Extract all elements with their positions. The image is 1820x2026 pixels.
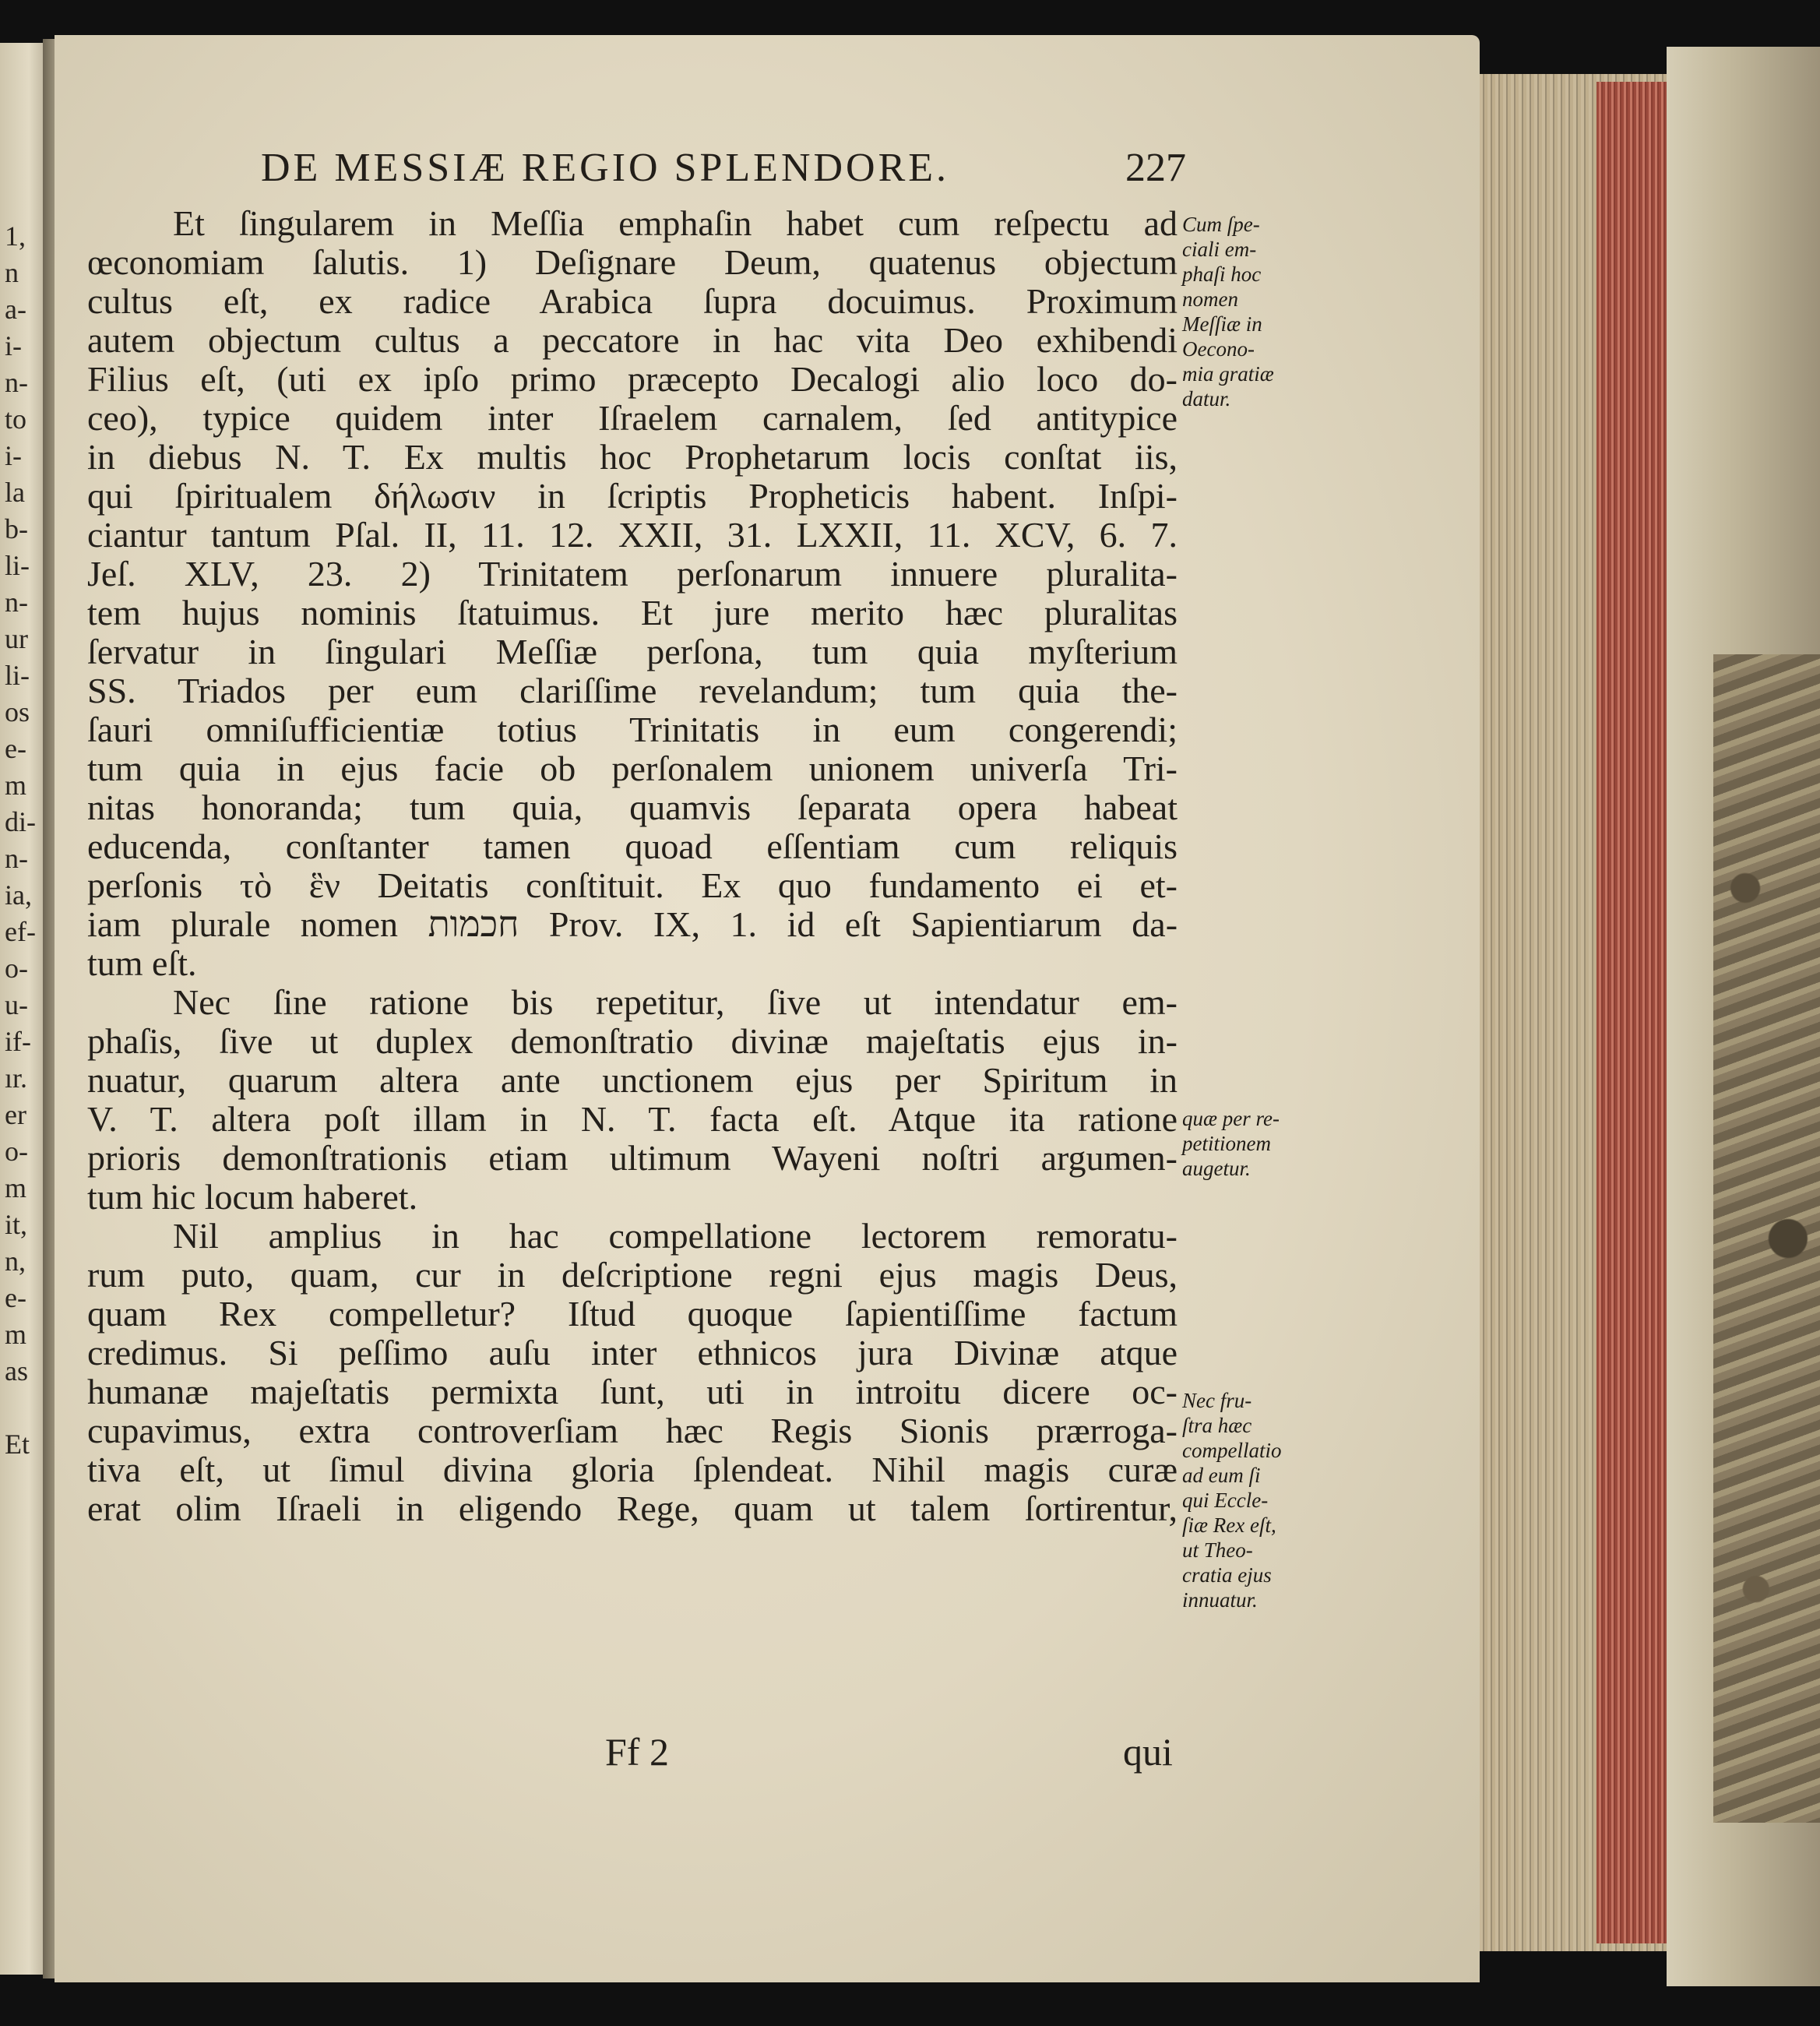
text-line: œconomiam ſalutis. 1) Deſignare Deum, quatenus objectum [87, 242, 1178, 282]
text-line: prioris demonſtrationis etiam ultimum Wayeni noſtri argumen- [87, 1138, 1178, 1178]
left-fragment: a- [5, 294, 26, 325]
sidenote-line: ſtra hæc [1182, 1414, 1252, 1437]
running-head [261, 145, 1227, 196]
text-line: erat olim Iſraeli in eligendo Rege, quam ut talem ſortirentur, [87, 1489, 1178, 1528]
left-fragment [5, 1390, 48, 1426]
left-fragment: 1, [5, 220, 26, 252]
left-fragment: n- [5, 367, 28, 398]
left-page-edge [0, 43, 48, 1975]
left-fragment: o- [5, 1136, 28, 1167]
sidenote-line: innuatur. [1182, 1588, 1258, 1612]
sidenote-line: augetur. [1182, 1157, 1251, 1180]
text-line: in diebus N. T. Ex multis hoc Prophetarum locis conſtat iis, [87, 437, 1178, 477]
sidenote-line: Meſſiæ in [1182, 312, 1262, 336]
left-page-fragments [5, 218, 48, 1463]
left-fragment: ur [5, 623, 28, 654]
left-fragment: n, [5, 1246, 26, 1277]
left-fragment: li- [5, 660, 30, 691]
left-fragment: e- [5, 733, 26, 764]
text-line: autem objectum cultus a peccatore in hac vita Deo exhibendi [87, 320, 1178, 360]
text-line: ciantur tantum Pſal. II, 11. 12. XXII, 31. LXXII, 11. XCV, 6. 7. [87, 515, 1178, 555]
sidenote-line: nomen [1182, 287, 1238, 311]
left-fragment: e- [5, 1282, 26, 1313]
left-fragment: if- [5, 1026, 31, 1057]
text-line: tum eſt. [87, 943, 197, 983]
text-line: ſauri omniſufficientiæ totius Trinitatis in eum congerendi; [87, 710, 1178, 749]
sidenote-line: cratia ejus [1182, 1563, 1272, 1587]
catchword: qui [1123, 1730, 1173, 1774]
text-line: nitas honoranda; tum quia, quamvis ſeparata opera habeat [87, 787, 1178, 827]
text-line: Et ſingularem in Meſſia emphaſin habet cum reſpectu ad [173, 203, 1178, 243]
text-line: Jeſ. XLV, 23. 2) Trinitatem perſonarum innuere pluralita- [87, 554, 1178, 594]
running-head-title: DE MESSIÆ REGIO SPLENDORE. [261, 146, 950, 190]
text-line: phaſis, ſive ut duplex demonſtratio divinæ majeſtatis ejus in- [87, 1021, 1178, 1061]
left-fragment: di- [5, 806, 36, 837]
left-fragment: n- [5, 843, 28, 874]
left-fragment: ır. [5, 1062, 28, 1094]
sidenote-line: ſiæ Rex eſt, [1182, 1513, 1276, 1537]
text-line: educenda, conſtanter tamen quoad eſſentiam cum reliquis [87, 826, 1178, 866]
sidenote-line: mia gratiæ [1182, 362, 1274, 386]
left-fragment: ia, [5, 879, 32, 911]
page-footer [87, 1729, 1178, 1776]
sidenote-line: phaſi hoc [1182, 262, 1262, 286]
left-fragment: m [5, 1172, 27, 1203]
left-fragment: i- [5, 440, 22, 471]
sidenote-line: Cum ſpe- [1182, 213, 1260, 236]
left-fragment: Et [5, 1429, 30, 1460]
text-line: nuatur, quarum altera ante unctionem ejus per Spiritum in [87, 1060, 1178, 1100]
sidenote-line: ciali em- [1182, 238, 1257, 261]
left-fragment: i- [5, 330, 22, 361]
left-fragment: u- [5, 989, 28, 1020]
body-text [87, 204, 1178, 1528]
text-line: rum puto, quam, cur in deſcriptione regni ejus magis Deus, [87, 1255, 1178, 1295]
left-fragment: os [5, 696, 30, 728]
red-page-edge [1596, 82, 1667, 1943]
text-line: humanæ majeſtatis permixta ſunt, uti in introitu dicere oc- [87, 1372, 1178, 1411]
sidenote-1 [1182, 212, 1274, 411]
left-fragment: m [5, 770, 27, 801]
text-line: tem hujus nominis ſtatuimus. Et jure merito hæc pluralitas [87, 593, 1178, 632]
sidenote-line: ad eum ſi [1182, 1464, 1261, 1487]
text-line: SS. Triados per eum clariſſime revelandum; tum quia the- [87, 671, 1178, 710]
left-fragment: as [5, 1355, 28, 1386]
left-fragment: to [5, 403, 27, 435]
text-line: perſonis τὸ ἓν Deitatis conſtituit. Ex quo fundamento ei et- [87, 865, 1178, 905]
text-line: ſervatur in ſingulari Meſſiæ perſona, tum quia myſterium [87, 632, 1178, 671]
sidenote-line: petitionem [1182, 1132, 1271, 1155]
sidenote-line: compellatio [1182, 1439, 1282, 1462]
text-line: tiva eſt, ut ſimul divina gloria ſplendeat. Nihil magis curæ [87, 1450, 1178, 1489]
left-fragment: la [5, 477, 25, 508]
left-fragment: ef- [5, 916, 36, 947]
sidenote-line: Oecono- [1182, 337, 1255, 361]
text-line: iam plurale nomen חכמות Prov. IX, 1. id eſt Sapientiarum da- [87, 904, 1178, 944]
left-fragment: er [5, 1099, 26, 1130]
text-line: cupavimus, extra controverſiam hæc Regis Sionis prærroga- [87, 1411, 1178, 1450]
sidenote-line: quæ per re- [1182, 1107, 1280, 1130]
signature-mark: Ff 2 [605, 1730, 669, 1774]
sidenote-line: qui Eccle- [1182, 1489, 1269, 1512]
left-fragment: b- [5, 513, 28, 544]
sidenote-line: datur. [1182, 387, 1231, 410]
left-fragment: li- [5, 550, 30, 581]
sidenote-2 [1182, 1106, 1280, 1181]
text-line: qui ſpiritualem δήλωσιν in ſcriptis Propheticis habent. Inſpi- [87, 476, 1178, 516]
marbled-endpaper [1713, 654, 1820, 1823]
sidenote-line: ut Theo- [1182, 1538, 1253, 1562]
text-line: Nec ſine ratione bis repetitur, ſive ut intendatur em- [173, 982, 1178, 1022]
text-line: Nil amplius in hac compellatione lectorem remoratu- [173, 1216, 1178, 1256]
left-fragment: n- [5, 587, 28, 618]
page-number: 227 [1125, 146, 1186, 190]
text-line: quam Rex compelletur? Iſtud quoque ſapientiſſime factum [87, 1294, 1178, 1334]
sidenote-line: Nec fru- [1182, 1389, 1252, 1412]
left-fragment: m [5, 1319, 27, 1350]
text-line: V. T. altera poſt illam in N. T. facta eſt. Atque ita ratione [87, 1099, 1178, 1139]
sidenote-3 [1182, 1388, 1281, 1612]
text-line: tum quia in ejus facie ob perſonalem unionem univerſa Tri- [87, 749, 1178, 788]
left-fragment: it, [5, 1209, 28, 1240]
left-fragment: n [5, 257, 19, 288]
left-fragment: o- [5, 953, 28, 984]
text-line: credimus. Si peſſimo auſu inter ethnicos jura Divinæ atque [87, 1333, 1178, 1372]
text-line: Filius eſt, (uti ex ipſo primo præcepto Decalogi alio loco do- [87, 359, 1178, 399]
text-line: cultus eſt, ex radice Arabica ſupra docuimus. Proximum [87, 281, 1178, 321]
text-line: ceo), typice quidem inter Iſraelem carnalem, ſed antitypice [87, 398, 1178, 438]
text-line: tum hic locum haberet. [87, 1177, 418, 1217]
